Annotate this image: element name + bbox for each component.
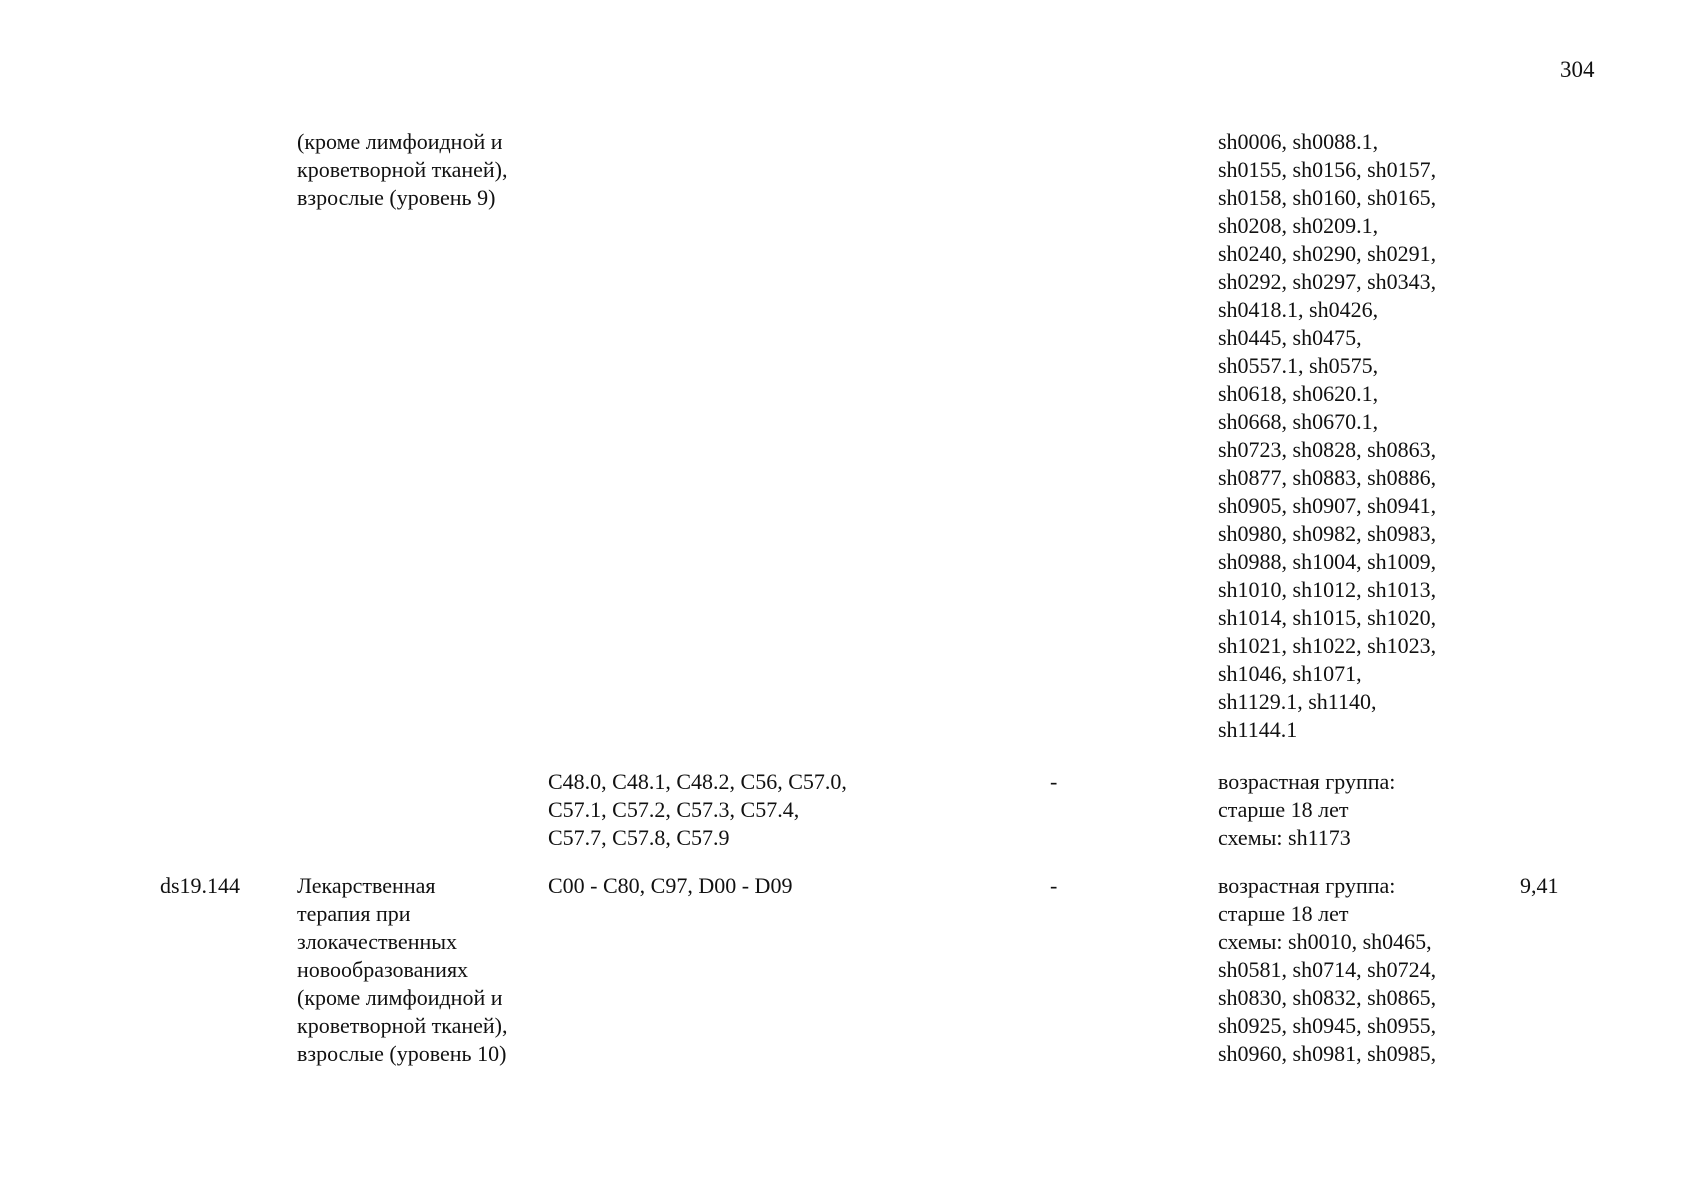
row-coefficient-cell: 9,41 xyxy=(1520,873,1559,898)
row-icd-codes-cell: C00 - C80, C97, D00 - D09 xyxy=(548,873,793,898)
page-number: 304 xyxy=(1560,57,1595,82)
row-icd-codes-cell: C48.0, C48.1, C48.2, C56, C57.0, C57.1, C57.2, C57.3, C57.4, C57.7, C57.8, C57.9 xyxy=(548,769,847,850)
row-criteria-cell: sh0006, sh0088.1, sh0155, sh0156, sh0157, sh0158, sh0160, sh0165, sh0208, sh0209.1, sh0240, sh0290, sh0291, sh0292, sh0297, sh0343, sh0418.1, sh0426, sh0445, sh0475, sh0557.1, sh0575, sh0618, sh0620.1, sh0668, sh0670.1, sh0723, sh0828, sh0863, sh0877, sh0883, sh0886, sh0905, sh0907, sh0941, sh0980, sh0982, sh0983, sh0988, sh1004, sh1009, sh1010, sh1012, sh1013, sh1014, sh1015, sh1020, sh1021, sh1022, sh1023, sh1046, sh1071, sh1129.1, sh1140, sh1144.1 xyxy=(1218,129,1437,742)
row-extra-cell: - xyxy=(1050,873,1058,898)
row-criteria-cell: возрастная группа: старше 18 лет схемы: sh1173 xyxy=(1218,769,1396,850)
row-criteria-cell: возрастная группа: старше 18 лет схемы: sh0010, sh0465, sh0581, sh0714, sh0724, sh0830, sh0832, sh0865, sh0925, sh0945, sh0955, sh0960, sh0981, sh0985, xyxy=(1218,873,1437,1066)
row-extra-cell: - xyxy=(1050,769,1058,794)
row-code-cell: ds19.144 xyxy=(160,873,241,898)
row-name-cell: Лекарственная терапия при злокачественных новообразованиях (кроме лимфоидной и кроветворной тканей), взрослые (уровень 10) xyxy=(297,873,508,1066)
row-name-cell: (кроме лимфоидной и кроветворной тканей), взрослые (уровень 9) xyxy=(297,129,508,210)
